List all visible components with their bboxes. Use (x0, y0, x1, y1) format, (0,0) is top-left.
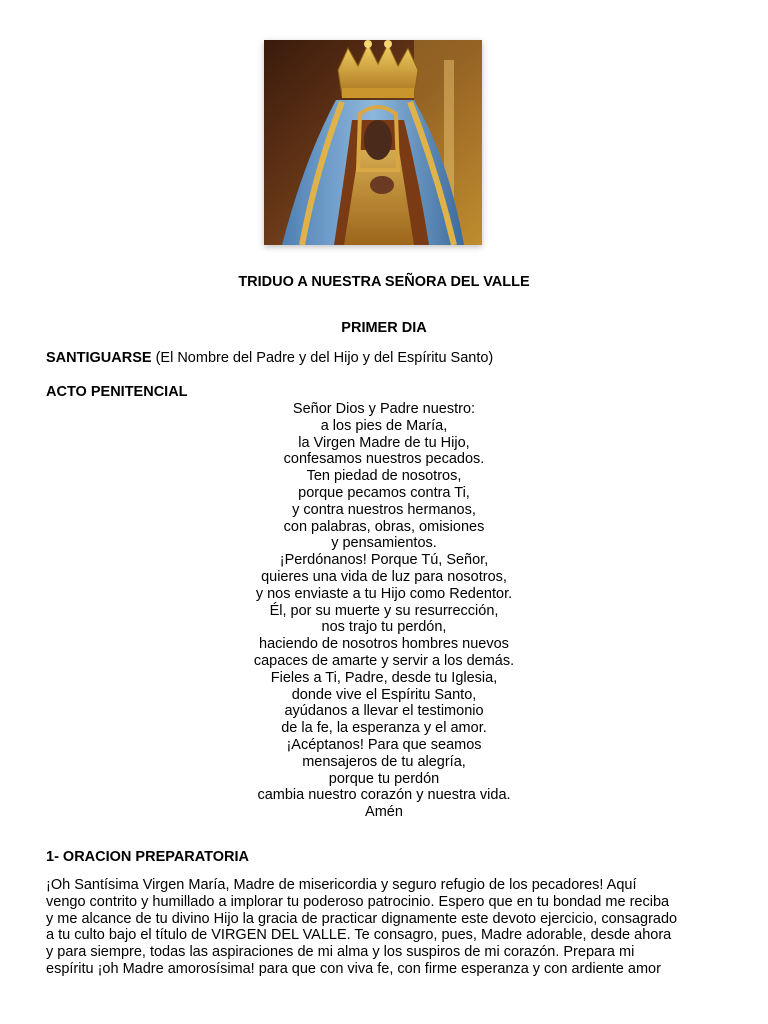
prayer-line: quieres una vida de luz para nosotros, (261, 568, 507, 585)
prayer-line: porque tu perdón (328, 770, 440, 787)
prayer-line: Fieles a Ti, Padre, desde tu Iglesia, (270, 669, 498, 686)
prayer-line: ¡Acéptanos! Para que seamos (286, 736, 482, 753)
paragraph-line: ¡Oh Santísima Virgen María, Madre de misericordia y seguro refugio de los pecadores! Aquí (46, 877, 637, 893)
prayer-line: mensajeros de tu alegría, (302, 753, 466, 770)
prayer-line: ayúdanos a llevar el testimonio (284, 703, 484, 720)
virgin-statue-image (264, 40, 482, 245)
prayer-line: la Virgen Madre de tu Hijo, (298, 434, 470, 451)
prayer-line: a los pies de María, (320, 417, 448, 434)
sign-of-cross-label: SANTIGUARSE (46, 350, 152, 366)
prayer-line: capaces de amarte y servir a los demás. (253, 652, 515, 669)
prayer-line: cambia nuestro corazón y nuestra vida. (257, 787, 511, 804)
preparatory-heading: 1- ORACION PREPARATORIA (46, 849, 250, 865)
prayer-line: y contra nuestros hermanos, (292, 501, 476, 518)
day-heading: PRIMER DIA (341, 320, 427, 336)
prayer-line: de la fe, la esperanza y el amor. (281, 720, 487, 737)
prayer-line: confesamos nuestros pecados. (283, 451, 485, 468)
prayer-line: con palabras, obras, omisiones (283, 518, 485, 535)
sign-of-cross-line (46, 350, 493, 367)
prayer-line: Señor Dios y Padre nuestro: (292, 401, 476, 417)
penitential-prayer (0, 401, 768, 821)
paragraph-line: a tu culto bajo el título de VIRGEN DEL VALLE. Te consagro, pues, Madre adorable, desde ahora (46, 927, 672, 944)
prayer-line: Amén (365, 804, 403, 821)
paragraph-line: y para siempre, todas las aspiraciones de mi alma y los suspiros de mi corazón. Prepara mi (46, 944, 635, 961)
preparatory-paragraph (46, 877, 726, 978)
prayer-line: haciendo de nosotros hombres nuevos (259, 636, 509, 653)
prayer-line: porque pecamos contra Ti, (298, 484, 470, 501)
paragraph-line: espíritu ¡oh Madre amorosísima! para que con viva fe, con firme esperanza y con ardiente amor (46, 960, 661, 977)
prayer-line: Ten piedad de nosotros, (306, 468, 462, 485)
prayer-line: Él, por su muerte y su resurrección, (269, 602, 499, 619)
sign-of-cross-text: (El Nombre del Padre y del Hijo y del Espíritu Santo) (151, 350, 494, 366)
prayer-line: nos trajo tu perdón, (321, 619, 447, 636)
prayer-line: y pensamientos. (331, 535, 437, 552)
penitential-heading: ACTO PENITENCIAL (46, 384, 188, 400)
document-title: TRIDUO A NUESTRA SEÑORA DEL VALLE (238, 274, 530, 290)
prayer-line: y nos enviaste a tu Hijo como Redentor. (255, 585, 513, 602)
prayer-line: donde vive el Espíritu Santo, (291, 686, 477, 703)
paragraph-line: vengo contrito y humillado a implorar tu poderoso patrocinio. Espero que en tu bondad me reciba (46, 893, 670, 910)
prayer-line: ¡Perdónanos! Porque Tú, Señor, (279, 552, 489, 569)
paragraph-line: y me alcance de tu divino Hijo la gracia de practicar dignamente este devoto ejercicio, consagrado (46, 910, 678, 927)
